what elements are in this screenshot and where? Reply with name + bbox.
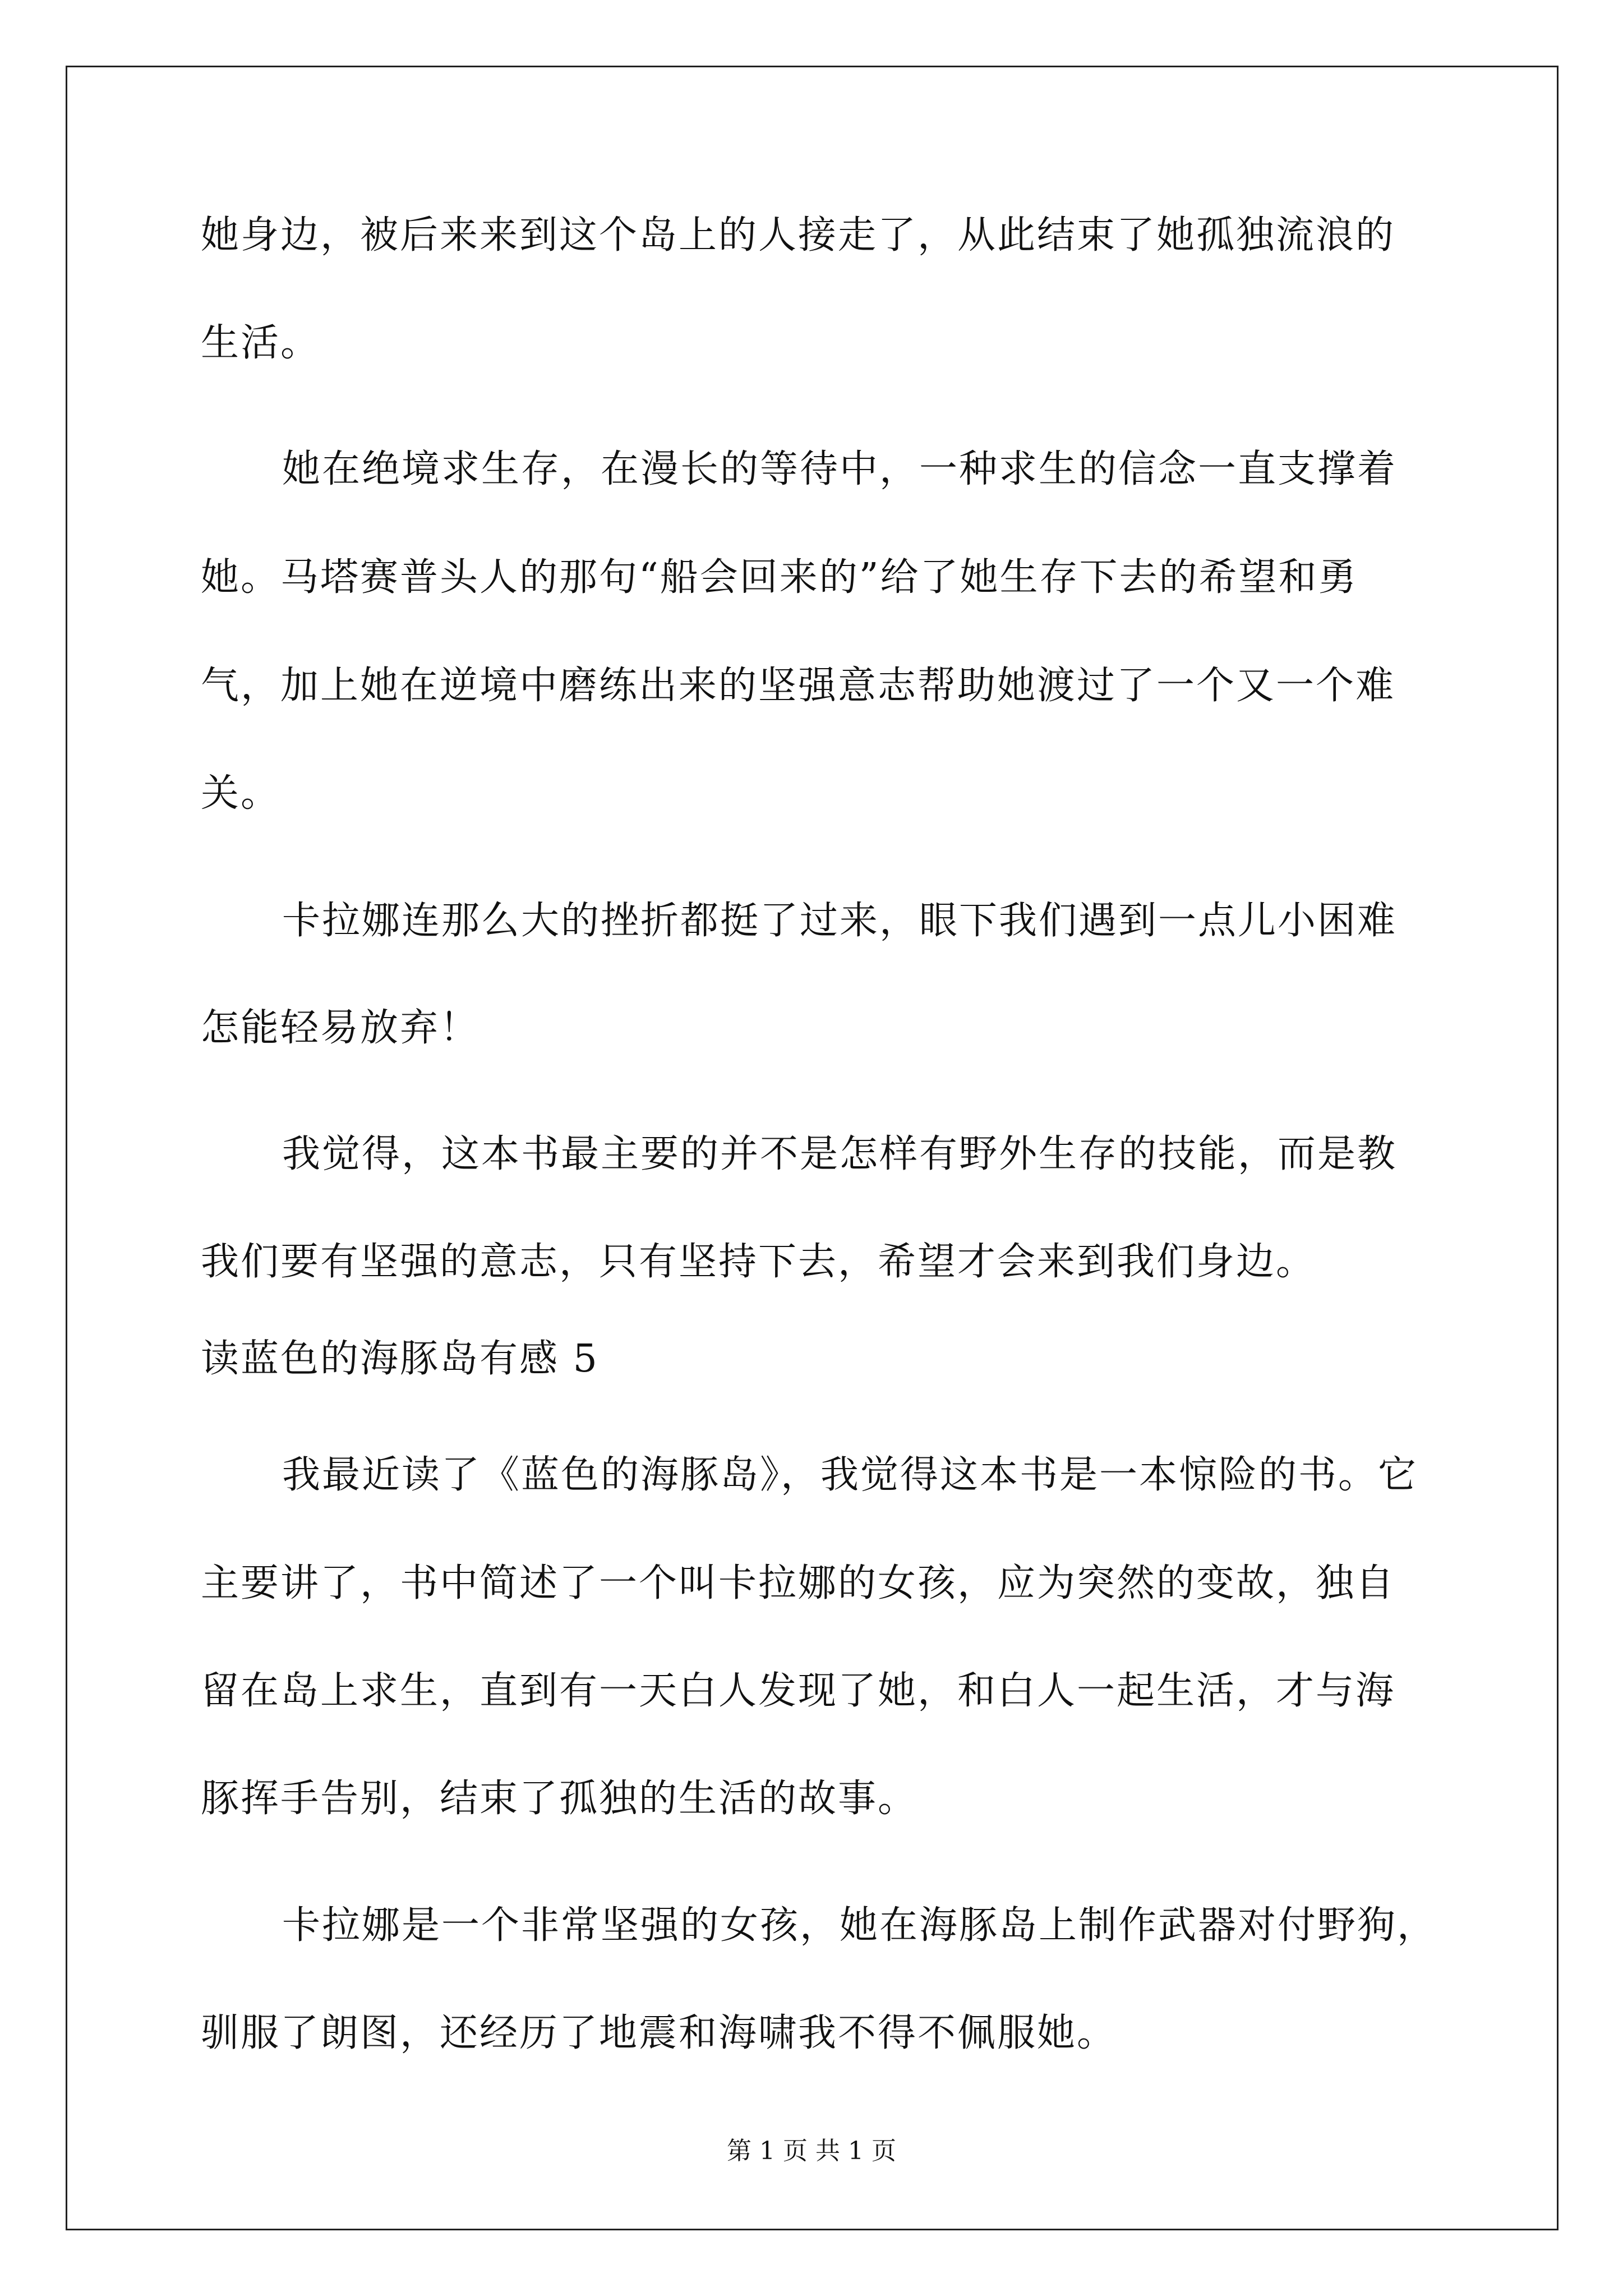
text-line: 她身边，被后来来到这个岛上的人接走了，从此结束了她孤独流浪的 bbox=[201, 213, 1396, 257]
text-line: 她在绝境求生存，在漫长的等待中，一种求生的信念一直支撑着 bbox=[282, 447, 1398, 491]
text-line: 卡拉娜连那么大的挫折都挺了过来，眼下我们遇到一点儿小困难 bbox=[282, 899, 1398, 943]
text-line: 我觉得，这本书最主要的并不是怎样有野外生存的技能，而是教 bbox=[282, 1132, 1398, 1176]
text-line: 关。 bbox=[201, 771, 281, 816]
text-line: 我最近读了《蓝色的海豚岛》，我觉得这本书是一本惊险的书。它 bbox=[282, 1453, 1418, 1497]
text-line: 她。马塔赛普头人的那句“船会回来的”给了她生存下去的希望和勇 bbox=[201, 555, 1358, 600]
text-line: 怎能轻易放弃！ bbox=[201, 1006, 480, 1050]
page-number-footer: 第 1 页 共 1 页 bbox=[727, 2137, 896, 2165]
text-line: 我们要有坚强的意志，只有坚持下去，希望才会来到我们身边。 bbox=[201, 1240, 1316, 1284]
text-line: 气，加上她在逆境中磨练出来的坚强意志帮助她渡过了一个又一个难 bbox=[201, 664, 1396, 708]
text-line: 驯服了朗图，还经历了地震和海啸我不得不佩服她。 bbox=[201, 2011, 1117, 2055]
text-line: 主要讲了，书中简述了一个叫卡拉娜的女孩，应为突然的变故，独自 bbox=[201, 1561, 1396, 1605]
text-line: 生活。 bbox=[201, 321, 321, 365]
section-heading: 读蓝色的海豚岛有感 5 bbox=[201, 1337, 599, 1381]
text-line: 豚挥手告别，结束了孤独的生活的故事。 bbox=[201, 1777, 918, 1821]
text-line: 留在岛上求生，直到有一天白人发现了她，和白人一起生活，才与海 bbox=[201, 1669, 1396, 1713]
text-line: 卡拉娜是一个非常坚强的女孩，她在海豚岛上制作武器对付野狗， bbox=[282, 1903, 1437, 1948]
